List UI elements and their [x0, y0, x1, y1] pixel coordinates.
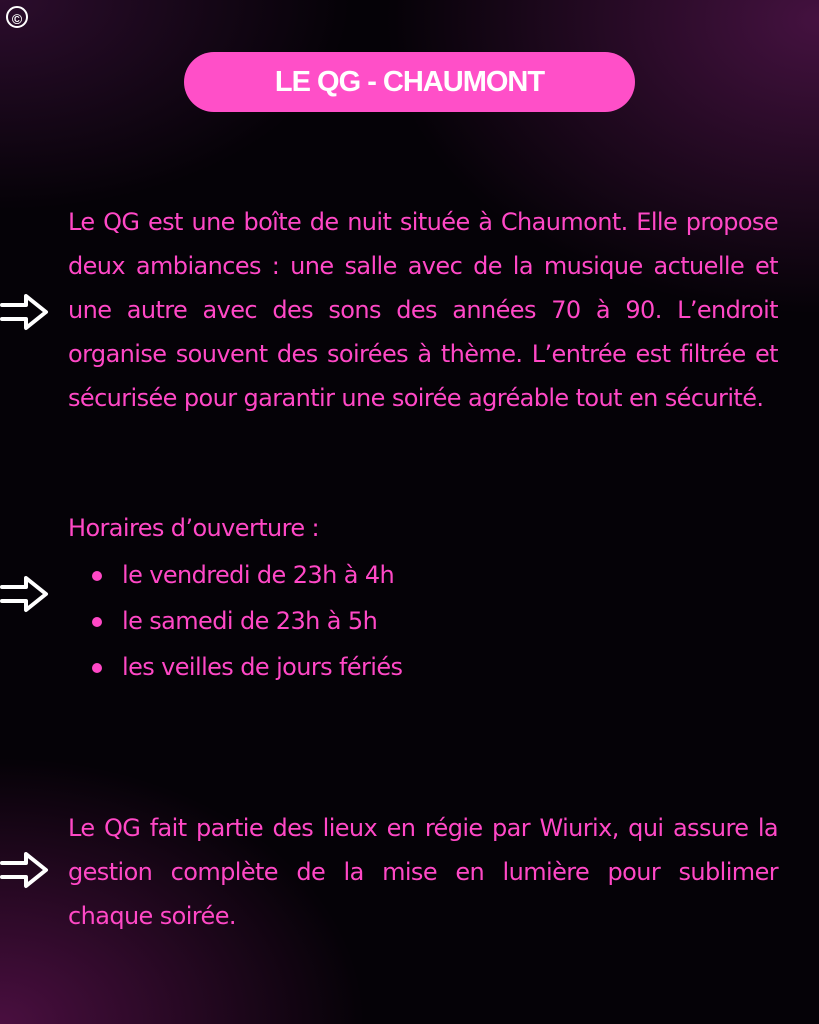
list-item: le samedi de 23h à 5h [92, 598, 402, 644]
footer-paragraph: Le QG fait partie des lieux en régie par Wiurix, qui assure la gestion complète de la mise en lumière pour sublimer chaque soirée. [68, 814, 778, 930]
hours-heading: Horaires d’ouverture : [68, 514, 320, 542]
arrow-right-icon [0, 292, 50, 332]
hours-list [92, 552, 402, 690]
arrow-right-icon [0, 574, 50, 614]
list-item: les veilles de jours fériés [92, 644, 402, 690]
arrow-right-icon [0, 850, 50, 890]
list-item: le vendredi de 23h à 4h [92, 552, 402, 598]
title-banner [184, 52, 635, 112]
intro-paragraph: Le QG est une boîte de nuit située à Chaumont. Elle propose deux ambiances : une salle avec de la musique actuelle et une autre avec des sons des années 70 à 90. L’endroit organise souvent des soirées à thème. L’entrée est filtrée et sécurisée pour garantir une soirée agréable tout en sécurité. [68, 208, 778, 412]
page-title: LE QG - CHAUMONT [274, 65, 545, 98]
copyright-icon: © [6, 6, 28, 28]
